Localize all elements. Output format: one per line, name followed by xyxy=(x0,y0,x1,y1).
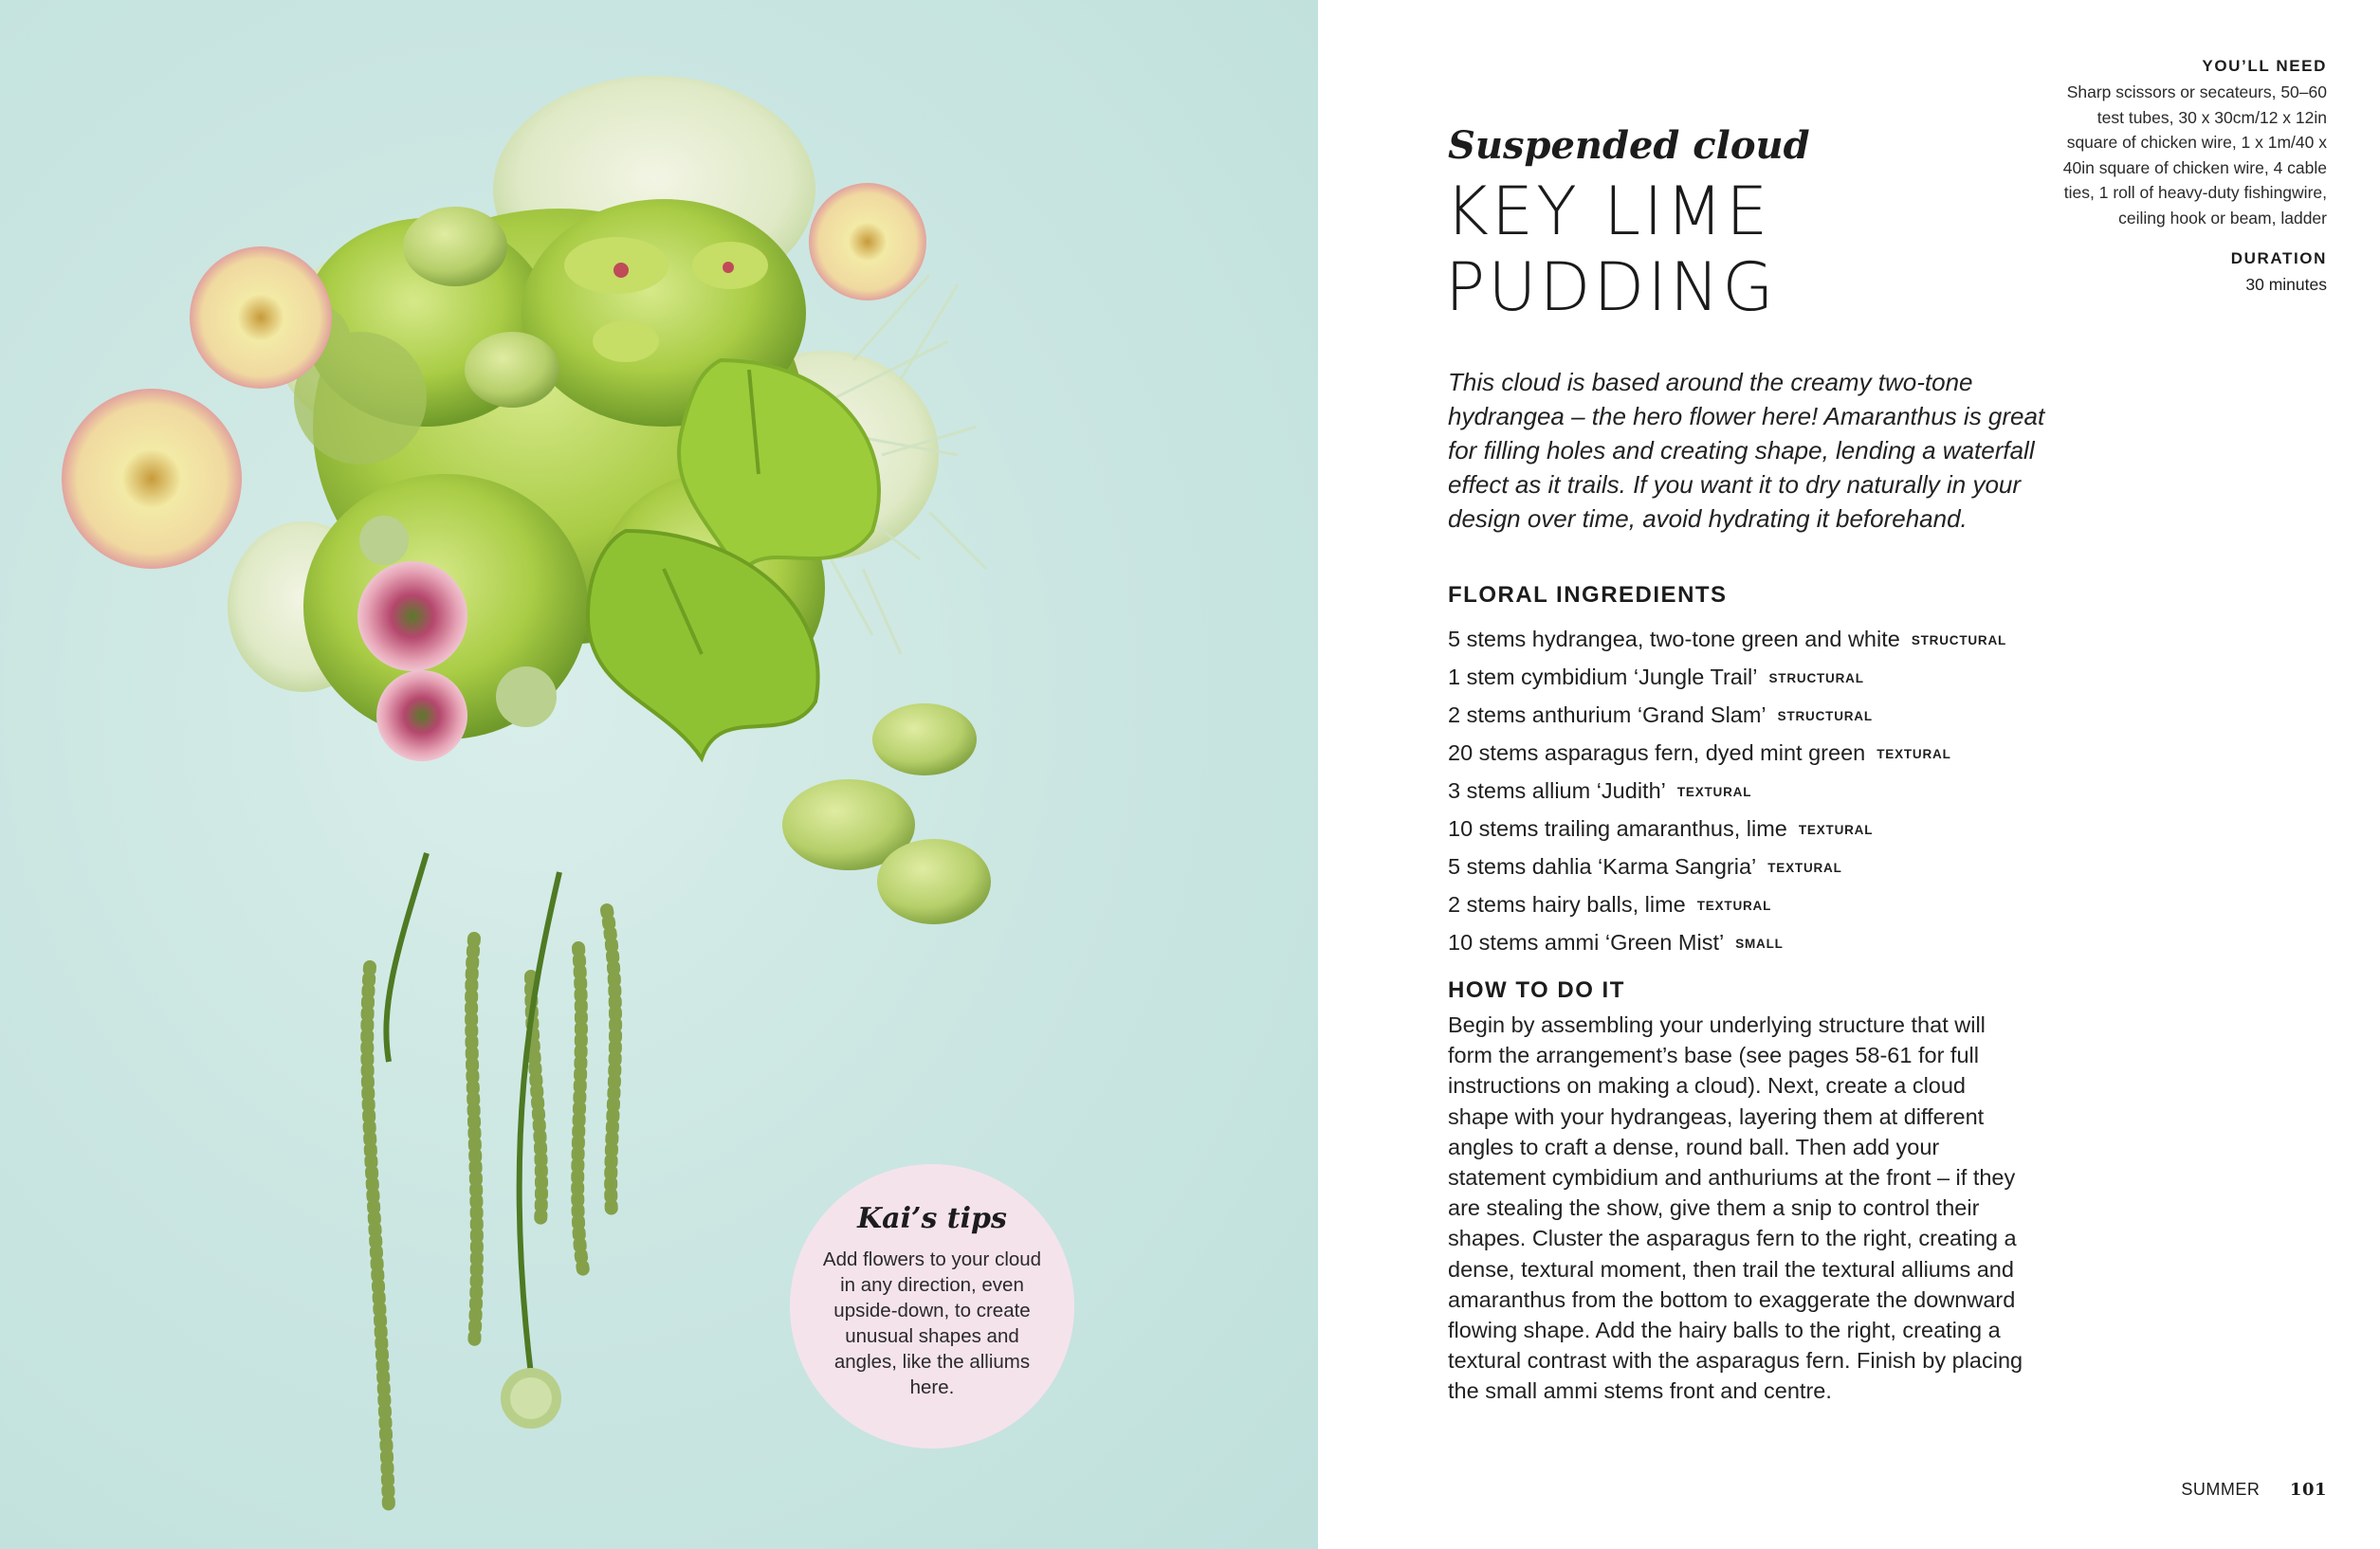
text-page xyxy=(1318,0,2380,1549)
tips-title: Kai’s tips xyxy=(857,1202,1007,1235)
ingredient-text: 20 stems asparagus fern, dyed mint green xyxy=(1448,740,1866,765)
ingredient-item xyxy=(1448,621,2006,659)
howto-body: Begin by assembling your underlying structure that will form the arrangement’s base (see pages 58-61 for full instructions on making a cloud). Next, create a cloud shape with your hydrangeas, layering them at different angles to craft a dense, round ball. Then add your statement cymbidium and anthuriums at the front – if they are stealing the show, give them a snip to control their shapes. Cluster the asparagus fern to the right, creating a dense, textural moment, then trail the textural alliums and amaranthus from the bottom to exaggerate the downward flowing shape. Add the hairy balls to the right, creating a textural contrast with the asparagus fern. Finish by placing the small ammi stems front and centre. xyxy=(1448,1012,2023,1404)
ingredient-text: 10 stems trailing amaranthus, lime xyxy=(1448,816,1787,841)
ingredient-item xyxy=(1448,697,2006,735)
ingredient-item xyxy=(1448,924,2006,962)
ingredient-item xyxy=(1448,886,2006,924)
ingredient-text: 5 stems dahlia ‘Karma Sangria’ xyxy=(1448,854,1757,879)
ingredient-tag: STRUCTURAL xyxy=(1768,671,1864,685)
recipe-subtitle: Suspended cloud xyxy=(1448,123,1810,168)
ingredient-item xyxy=(1448,659,2006,697)
section-name: SUMMER xyxy=(2181,1480,2261,1499)
ingredient-text: 10 stems ammi ‘Green Mist’ xyxy=(1448,930,1725,955)
ingredient-tag: TEXTURAL xyxy=(1798,823,1874,837)
howto-heading: HOW TO DO IT xyxy=(1448,977,1625,1003)
youll-need-block xyxy=(2042,57,2327,297)
title-line-2: PUDDING xyxy=(1445,248,1777,326)
ingredient-tag: SMALL xyxy=(1735,937,1784,951)
tips-body: Add flowers to your cloud in any direction, even upside-down, to create unusual shapes and angles, like the alliums here. xyxy=(822,1248,1042,1398)
ingredient-item xyxy=(1448,773,2006,811)
title-line-1: KEY LIME xyxy=(1445,173,1771,250)
youll-need-list: Sharp scissors or secateurs, 50–60 test tubes, 30 x 30cm/12 x 12in square of chicken wire, 1 x 1m/40 x 40in square of chicken wire, 4 cable ties, 1 roll of heavy-duty fishingwire, ceiling hook or beam, ladder xyxy=(2062,82,2327,228)
ingredient-text: 5 stems hydrangea, two-tone green and white xyxy=(1448,627,1900,651)
page-number: 101 xyxy=(2289,1480,2327,1500)
ingredients-list xyxy=(1448,621,2006,962)
ingredient-text: 2 stems hairy balls, lime xyxy=(1448,892,1686,917)
page-folio xyxy=(2181,1480,2327,1500)
ingredient-text: 3 stems allium ‘Judith’ xyxy=(1448,778,1666,803)
ingredients-heading: FLORAL INGREDIENTS xyxy=(1448,582,1728,608)
ingredient-tag: TEXTURAL xyxy=(1696,899,1772,913)
ingredient-tag: TEXTURAL xyxy=(1767,861,1842,875)
youll-need-heading: YOU’LL NEED xyxy=(2202,57,2327,75)
duration-heading: DURATION xyxy=(2230,249,2327,267)
ingredient-tag: TEXTURAL xyxy=(1676,785,1752,799)
ingredient-text: 1 stem cymbidium ‘Jungle Trail’ xyxy=(1448,665,1758,689)
ingredient-tag: TEXTURAL xyxy=(1877,747,1951,761)
ingredient-item xyxy=(1448,848,2006,886)
duration-value: 30 minutes xyxy=(2245,275,2327,294)
ingredient-text: 2 stems anthurium ‘Grand Slam’ xyxy=(1448,702,1767,727)
ingredient-tag: STRUCTURAL xyxy=(1777,709,1873,723)
ingredient-tag: STRUCTURAL xyxy=(1911,633,2007,647)
tips-bubble xyxy=(790,1164,1074,1449)
recipe-title xyxy=(1445,173,1777,325)
recipe-intro: This cloud is based around the creamy two-tone hydrangea – the hero flower here! Amaranthus is great for filling holes and creating shape, lending a waterfall effect as it trails. If you want it to dry naturally in your design over time, avoid hydrating it beforehand. xyxy=(1448,368,2045,533)
ingredient-item xyxy=(1448,735,2006,773)
ingredient-item xyxy=(1448,811,2006,848)
